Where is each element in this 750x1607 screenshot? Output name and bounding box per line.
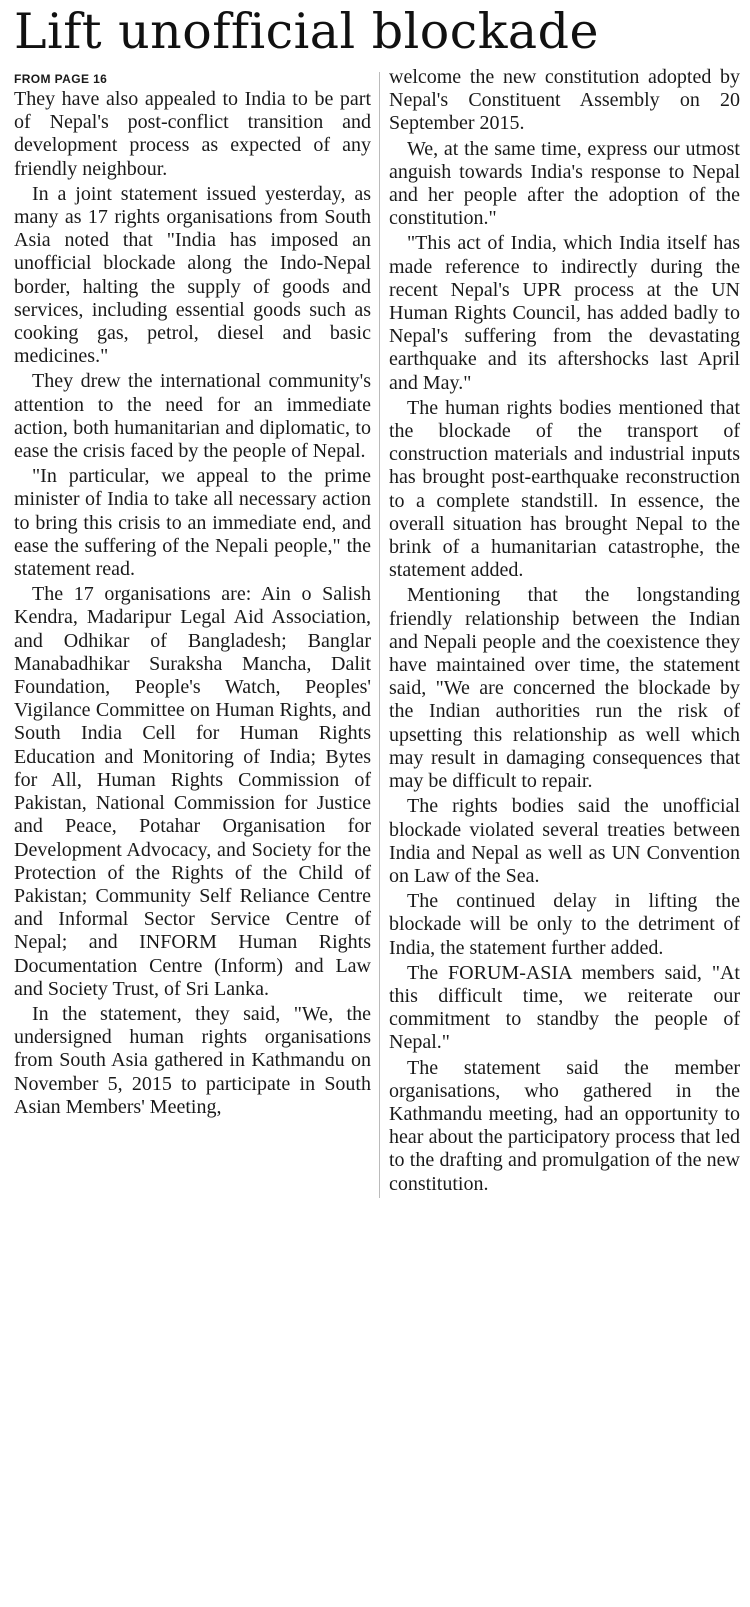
right-column (380, 66, 740, 1198)
paragraph: We, at the same time, express our utmost anguish towards India's response to Nepal and her people after the adoption of the constitution." (389, 137, 740, 230)
paragraph: "In particular, we appeal to the prime minister of India to take all necessary action to bring this crisis to an immediate end, and ease the suffering of the Nepali people," the statement read. (14, 465, 371, 581)
paragraph: In the statement, they said, "We, the undersigned human rights organisations from South Asia gathered in Kathmandu on November 5, 2015 to participate in South Asian Members' Meeting, (14, 1002, 371, 1118)
paragraph: They have also appealed to India to be part of Nepal's post-conflict transition and development process as expected of any friendly neighbour. (14, 88, 371, 180)
paragraph: The human rights bodies mentioned that the blockade of the transport of construction materials and industrial inputs has brought post-earthquake reconstruction to a complete standstill. In essence, the overall situation has brought Nepal to the brink of a humanitarian catastrophe, the statement added. (389, 396, 740, 582)
paragraph: "This act of India, which India itself has made reference to indirectly during the recent Nepal's UPR process at the UN Human Rights Council, has added badly to Nepal's suffering from the devastating earthquake and its aftershocks last April and May." (389, 232, 740, 394)
paragraph: The 17 organisations are: Ain o Salish Kendra, Madaripur Legal Aid Association, and Odhikar of Bangladesh; Banglar Manabadhikar Suraksha Mancha, Dalit Foundation, People's Watch, Peoples' Vigilance Committee on Human Rights, and South India Cell for Human Rights Education and Monitoring of India; Bytes for All, Human Rights Commission of Pakistan, National Commission for Justice and Peace, Potahar Organisation for Development Advocacy, and Society for the Protection of the Rights of the Child of Pakistan; Community Self Reliance Centre and Informal Sector Service Centre of Nepal; and INFORM Human Rights Documentation Centre (Inform) and Law and Society Trust, of Sri Lanka. (14, 583, 371, 1000)
paragraph: The FORUM-ASIA members said, "At this difficult time, we reiterate our commitment to standby the people of Nepal." (389, 961, 740, 1054)
continuation-label: FROM PAGE 16 (14, 72, 108, 86)
headline: Lift unofficial blockade (14, 3, 599, 60)
paragraph: The rights bodies said the unofficial blockade violated several treaties between India and Nepal as well as UN Convention on Law of the Sea. (389, 795, 740, 887)
paragraph: The statement said the member organisations, who gathered in the Kathmandu meeting, had an opportunity to hear about the participatory process that led to the drafting and promulgation of the new constitution. (389, 1056, 740, 1195)
article-body (14, 66, 740, 1198)
paragraph: The continued delay in lifting the blockade will be only to the detriment of India, the statement further added. (389, 890, 740, 959)
paragraph: welcome the new constitution adopted by Nepal's Constituent Assembly on 20 September 2015. (389, 66, 740, 135)
paragraph: Mentioning that the longstanding friendly relationship between the Indian and Nepali people and the coexistence they have maintained over time, the statement said, "We are concerned the blockade by the Indian authorities run the risk of upsetting this relationship as well which may result in damaging consequences that may be difficult to repair. (389, 584, 740, 793)
paragraph: They drew the international community's attention to the need for an immediate action, both humanitarian and diplomatic, to ease the crisis faced by the people of Nepal. (14, 370, 371, 463)
paragraph: In a joint statement issued yesterday, as many as 17 rights organisations from South Asia noted that "India has imposed an unofficial blockade along the Indo-Nepal border, halting the supply of goods and services, including essential goods such as cooking gas, petrol, diesel and basic medicines." (14, 182, 371, 368)
left-column (14, 72, 380, 1198)
